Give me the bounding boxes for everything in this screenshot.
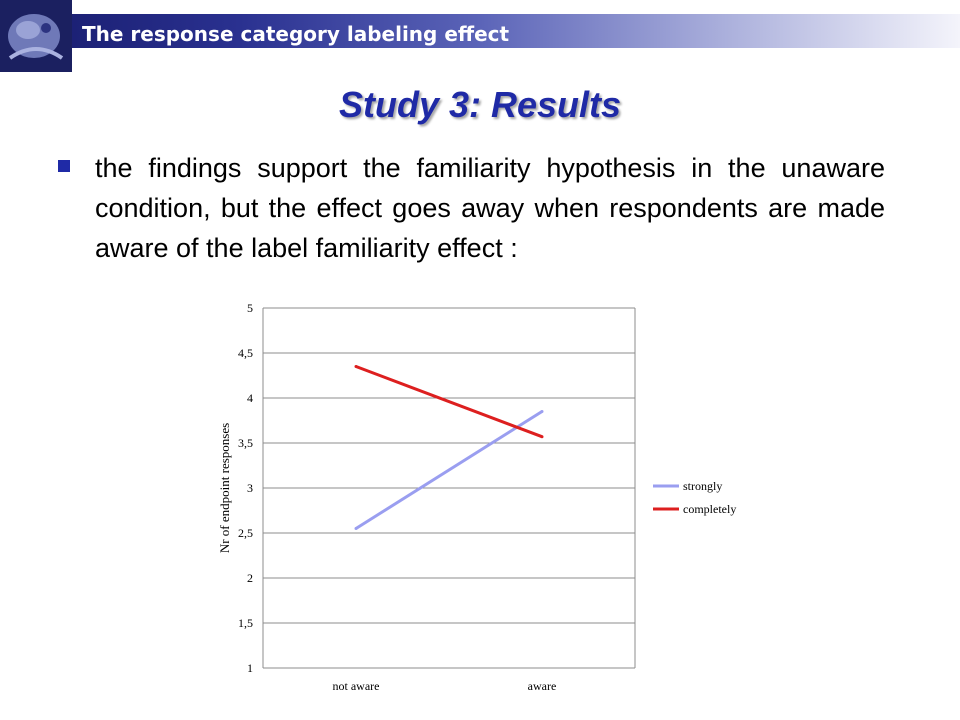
legend-label-completely: completely: [683, 502, 737, 516]
bullet-text: the findings support the familiarity hypothesis in the unaware condition, but the effect goes away when respondents are made aware of the label familiarity effect :: [95, 153, 885, 263]
y-tick-label: 1,5: [238, 616, 253, 630]
line-chart: [195, 290, 785, 710]
y-tick-label: 2,5: [238, 526, 253, 540]
x-tick-label: aware: [527, 679, 557, 693]
data-point-completely: [355, 365, 358, 368]
y-tick-label: 3: [247, 481, 253, 495]
x-tick-label: not aware: [332, 679, 380, 693]
slide-title: Study 3: Results: [338, 84, 622, 125]
y-tick-label: 5: [247, 301, 253, 315]
header-title: The response category labeling effect: [82, 22, 510, 46]
logo-icon: [0, 0, 72, 72]
y-tick-label: 2: [247, 571, 253, 585]
data-point-strongly: [541, 410, 544, 413]
y-tick-label: 4,5: [238, 346, 253, 360]
y-tick-label: 1: [247, 661, 253, 675]
data-point-completely: [541, 435, 544, 438]
y-tick-label: 4: [247, 391, 253, 405]
legend-label-strongly: strongly: [683, 479, 723, 493]
y-tick-label: 3,5: [238, 436, 253, 450]
data-point-strongly: [355, 527, 358, 530]
y-axis-label: Nr of endpoint responses: [217, 422, 232, 554]
bullet-marker: [58, 160, 70, 172]
